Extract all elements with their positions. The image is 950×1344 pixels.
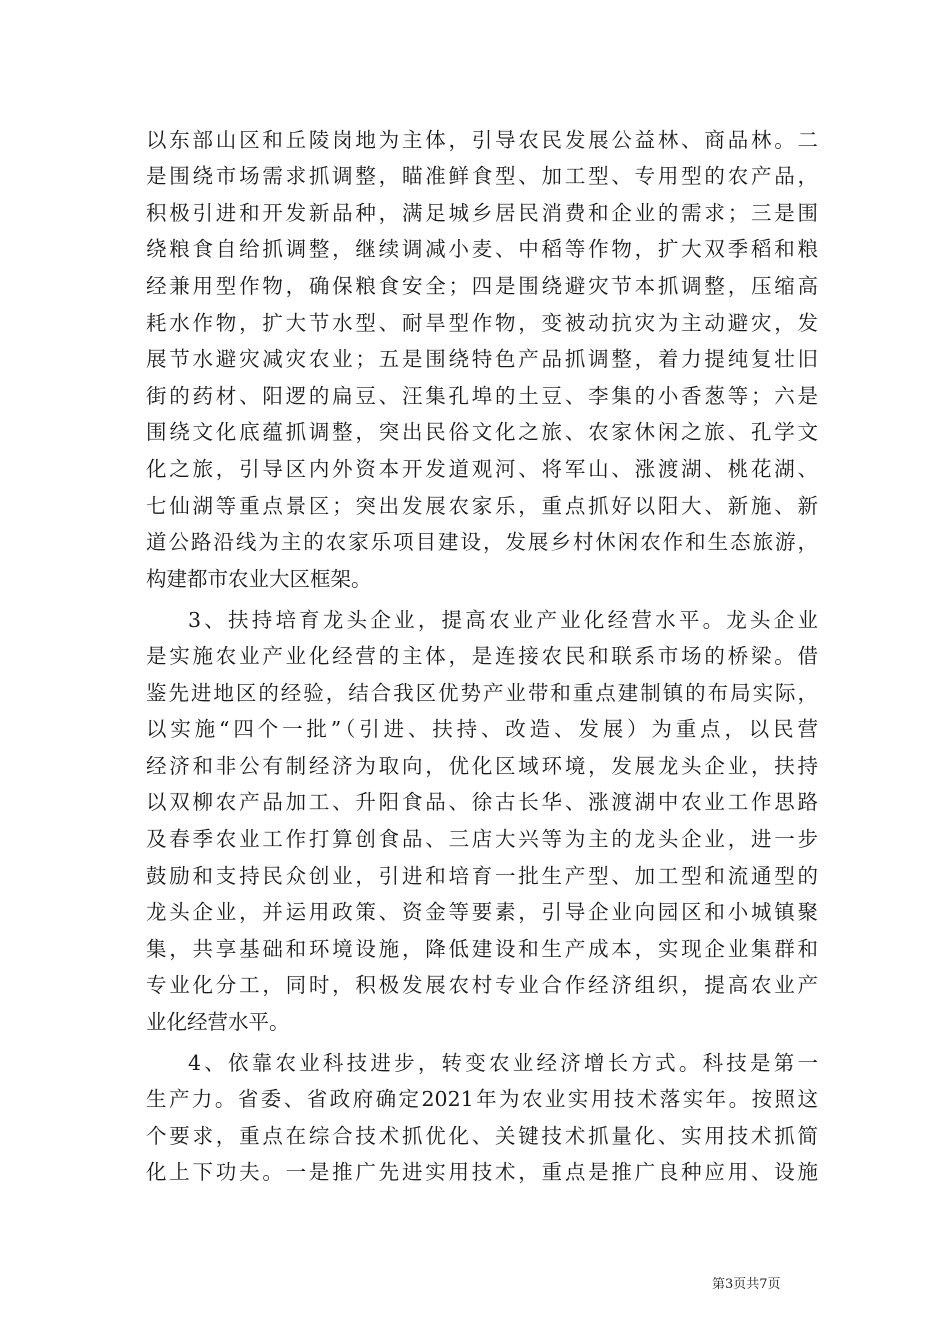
text-line: 鼓励和支持民众创业，引进和培育一批生产型、加工型和流通型的 (146, 864, 818, 888)
text-line: 耗水作物，扩大节水型、耐旱型作物，变被动抗灾为主动避灾，发 (146, 311, 818, 335)
text-line: 个要求，重点在综合技术抓优化、关键技术抓量化、实用技术抓简 (146, 1124, 818, 1148)
text-line: 是实施农业产业化经营的主体，是连接农民和联系市场的桥梁。借 (146, 644, 818, 668)
text-line: 展节水避灾减灾农业；五是围绕特色产品抓调整，着力提纯复壮旧 (146, 347, 818, 371)
text-line: 街的药材、阳逻的扁豆、汪集孔埠的土豆、李集的小香葱等；六是 (146, 384, 818, 408)
text-line: 以东部山区和丘陵岗地为主体，引导农民发展公益林、商品林。二 (146, 128, 818, 152)
text-line: 以实施“四个一批”（引进、扶持、改造、发展）为重点，以民营 (146, 717, 818, 741)
text-line: 集，共享基础和环境设施，降低建设和生产成本，实现企业集群和 (146, 937, 818, 961)
text-line: 龙头企业，并运用政策、资金等要素，引导企业向园区和小城镇聚 (146, 900, 818, 924)
page-number: 第3页共7页 (712, 1277, 781, 1292)
paragraph-first-line: 3、扶持培育龙头企业，提高农业产业化经营水平。龙头企业 (188, 608, 818, 632)
text-line: 道公路沿线为主的农家乐项目建设，发展乡村休闲农作和生态旅游， (146, 530, 818, 554)
text-line: 化之旅，引导区内外资本开发道观河、将军山、涨渡湖、桃花湖、 (146, 457, 818, 481)
text-line: 及春季农业工作打算创食品、三店大兴等为主的龙头企业，进一步 (146, 827, 818, 851)
text-line: 构建都市农业大区框架。 (146, 567, 372, 591)
text-line: 化上下功夫。一是推广先进实用技术，重点是推广良种应用、设施 (146, 1160, 818, 1184)
text-line: 鉴先进地区的经验，结合我区优势产业带和重点建制镇的布局实际， (146, 681, 818, 705)
text-line: 七仙湖等重点景区；突出发展农家乐，重点抓好以阳大、新施、新 (146, 494, 818, 518)
text-line: 业化经营水平。 (146, 1010, 290, 1034)
text-line: 积极引进和开发新品种，满足城乡居民消费和企业的需求；三是围 (146, 201, 818, 225)
text-line: 是围绕市场需求抓调整，瞄准鲜食型、加工型、专用型的农产品， (146, 164, 818, 188)
text-line: 专业化分工，同时，积极发展农村专业合作经济组织，提高农业产 (146, 973, 818, 997)
text-line: 经济和非公有制经济为取向，优化区域环境，发展龙头企业，扶持 (146, 754, 818, 778)
paragraph-first-line: 4、依靠农业科技进步，转变农业经济增长方式。科技是第一 (188, 1051, 818, 1075)
text-line: 以双柳农产品加工、升阳食品、徐古长华、涨渡湖中农业工作思路 (146, 790, 818, 814)
text-line: 经兼用型作物，确保粮食安全；四是围绕避灾节本抓调整，压缩高 (146, 274, 818, 298)
text-line: 围绕文化底蕴抓调整，突出民俗文化之旅、农家休闲之旅、孔学文 (146, 420, 818, 444)
text-line: 绕粮食自给抓调整，继续调减小麦、中稻等作物，扩大双季稻和粮 (146, 237, 818, 261)
text-line: 生产力。省委、省政府确定2021年为农业实用技术落实年。按照这 (146, 1087, 818, 1111)
